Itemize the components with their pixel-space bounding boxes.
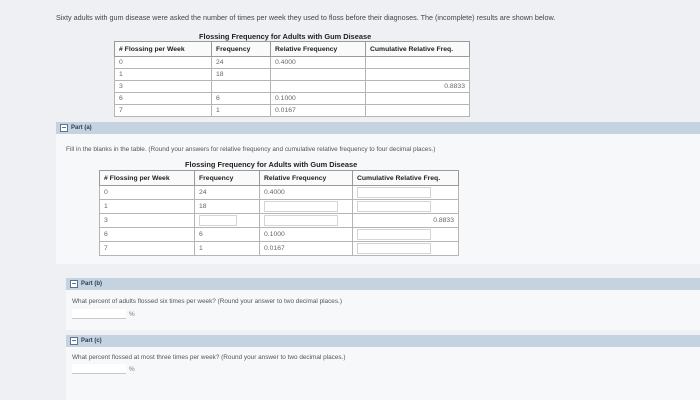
part-b-question: What percent of adults flossed six times per week? (Round your answer to two decimal places.) xyxy=(72,298,342,305)
cell-flossing: 3 xyxy=(115,81,212,93)
cumulative-input[interactable] xyxy=(357,243,431,254)
table-row xyxy=(100,242,459,256)
part-b-panel xyxy=(66,290,700,330)
collapse-icon[interactable] xyxy=(70,280,78,288)
cell-flossing: 6 xyxy=(100,228,195,242)
cell-relative: 0.1000 xyxy=(260,228,353,242)
cell-frequency: 24 xyxy=(212,57,271,69)
part-b-label: Part (b) xyxy=(81,281,102,287)
cell-frequency: 24 xyxy=(195,186,260,200)
cell-cumulative-input[interactable] xyxy=(353,242,459,256)
part-a-table-title: Flossing Frequency for Adults with Gum Disease xyxy=(185,160,358,169)
cell-relative-input[interactable] xyxy=(260,214,353,228)
part-c-question: What percent flossed at most three times per week? (Round your answer to two decimal places.) xyxy=(72,354,346,361)
part-b-answer xyxy=(72,309,135,319)
top-table-header-row xyxy=(115,42,470,57)
cell-relative: 0.0167 xyxy=(260,242,353,256)
col-header-relative: Relative Frequency xyxy=(271,42,366,57)
part-a-instructions: Fill in the blanks in the table. (Round your answers for relative frequency and cumulative relative frequency to four decimal places.) xyxy=(66,146,436,153)
cell-relative: 0.4000 xyxy=(271,57,366,69)
part-b-answer-input[interactable] xyxy=(72,309,126,319)
cell-flossing: 1 xyxy=(100,200,195,214)
cell-frequency: 6 xyxy=(212,93,271,105)
cell-flossing: 3 xyxy=(100,214,195,228)
percent-unit: % xyxy=(129,365,135,373)
col-header-cumulative: Cumulative Relative Freq. xyxy=(366,42,470,57)
cell-relative xyxy=(271,69,366,81)
part-c-answer xyxy=(72,364,135,374)
part-c-label: Part (c) xyxy=(81,338,102,344)
top-frequency-table xyxy=(114,41,470,117)
cell-frequency: 1 xyxy=(195,242,260,256)
cell-cumulative xyxy=(366,57,470,69)
table-row xyxy=(115,69,470,81)
answer-table-header-row xyxy=(100,171,459,186)
col-header-flossing: # Flossing per Week xyxy=(100,171,195,186)
col-header-cumulative: Cumulative Relative Freq. xyxy=(353,171,459,186)
cell-flossing: 1 xyxy=(115,69,212,81)
cell-flossing: 7 xyxy=(100,242,195,256)
table-row xyxy=(100,228,459,242)
cell-relative: 0.1000 xyxy=(271,93,366,105)
part-a-label: Part (a) xyxy=(71,125,92,131)
cell-relative xyxy=(271,81,366,93)
collapse-icon[interactable] xyxy=(60,124,68,132)
percent-unit: % xyxy=(129,310,135,318)
cell-cumulative xyxy=(366,93,470,105)
table-row xyxy=(115,81,470,93)
cumulative-input[interactable] xyxy=(357,201,431,212)
cell-cumulative: 0.8833 xyxy=(366,81,470,93)
part-c-header[interactable] xyxy=(66,335,700,347)
cell-flossing: 7 xyxy=(115,105,212,117)
table-row xyxy=(100,200,459,214)
col-header-flossing: # Flossing per Week xyxy=(115,42,212,57)
cell-flossing: 0 xyxy=(115,57,212,69)
answer-frequency-table xyxy=(99,170,459,256)
col-header-frequency: Frequency xyxy=(212,42,271,57)
frequency-input[interactable] xyxy=(199,215,237,226)
cell-relative: 0.4000 xyxy=(260,186,353,200)
cell-cumulative-input[interactable] xyxy=(353,228,459,242)
cell-frequency-input[interactable] xyxy=(195,214,260,228)
part-a-header[interactable] xyxy=(56,122,700,134)
cell-frequency: 6 xyxy=(195,228,260,242)
cell-cumulative-input[interactable] xyxy=(353,186,459,200)
relative-input[interactable] xyxy=(264,215,338,226)
collapse-icon[interactable] xyxy=(70,337,78,345)
table-row xyxy=(100,214,459,228)
cell-cumulative xyxy=(366,69,470,81)
cell-frequency: 18 xyxy=(195,200,260,214)
cell-frequency xyxy=(212,81,271,93)
cell-cumulative-input[interactable] xyxy=(353,200,459,214)
table-row xyxy=(100,186,459,200)
cell-flossing: 0 xyxy=(100,186,195,200)
col-header-frequency: Frequency xyxy=(195,171,260,186)
cumulative-input[interactable] xyxy=(357,229,431,240)
cell-frequency: 1 xyxy=(212,105,271,117)
col-header-relative: Relative Frequency xyxy=(260,171,353,186)
cell-cumulative: 0.8833 xyxy=(353,214,459,228)
table-row xyxy=(115,57,470,69)
table-row xyxy=(115,93,470,105)
cumulative-input[interactable] xyxy=(357,187,431,198)
top-table-title: Flossing Frequency for Adults with Gum Disease xyxy=(199,32,372,41)
cell-flossing: 6 xyxy=(115,93,212,105)
cell-relative: 0.0167 xyxy=(271,105,366,117)
cell-frequency: 18 xyxy=(212,69,271,81)
part-c-answer-input[interactable] xyxy=(72,364,126,374)
cell-cumulative xyxy=(366,105,470,117)
relative-input[interactable] xyxy=(264,201,338,212)
problem-intro: Sixty adults with gum disease were asked the number of times per week they used to floss before their diagnoses. The (incomplete) results are shown below. xyxy=(56,13,556,22)
part-b-header[interactable] xyxy=(66,278,700,290)
cell-relative-input[interactable] xyxy=(260,200,353,214)
table-row xyxy=(115,105,470,117)
